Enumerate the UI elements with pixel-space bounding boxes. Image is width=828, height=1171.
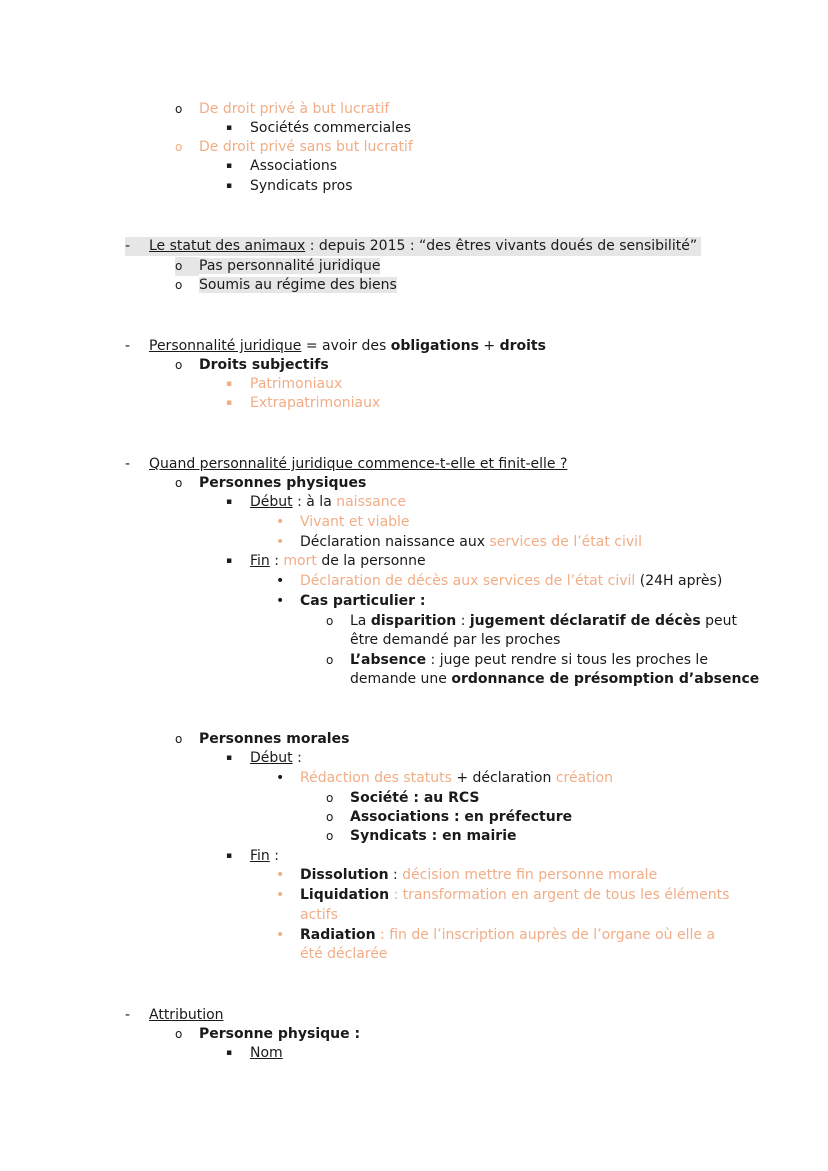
list-item: ▪ Début : à la naissance xyxy=(226,494,406,510)
list-item: o Personne physique : xyxy=(175,1026,361,1042)
list-item: • Liquidation : transformation en argent de tous les éléments xyxy=(276,887,730,903)
list-item: ▪ Patrimoniaux xyxy=(226,376,343,392)
section-heading: - Le statut des animaux : depuis 2015 : “des êtres vivants doués de sensibilité” xyxy=(125,237,701,256)
section-heading: - Attribution xyxy=(125,1007,224,1023)
list-item: o La disparition : jugement déclaratif de décès peut xyxy=(326,613,737,629)
list-item: • Cas particulier : xyxy=(276,593,426,609)
list-item: o Pas personnalité juridique xyxy=(175,258,381,274)
list-item: o Société : au RCS xyxy=(326,790,480,806)
list-item: • Rédaction des statuts + déclaration création xyxy=(276,770,613,786)
list-item: ▪ Extrapatrimoniaux xyxy=(226,395,381,411)
list-item-continuation: demande une ordonnance de présomption d’absence xyxy=(350,671,760,687)
list-item: • Radiation : fin de l’inscription auprès de l’organe où elle a xyxy=(276,927,716,943)
list-item: o De droit privé à but lucratif xyxy=(175,101,390,117)
list-item: • Dissolution : décision mettre fin personne morale xyxy=(276,867,658,883)
section-heading: - Personnalité juridique = avoir des obligations + droits xyxy=(125,338,546,354)
list-item: o Syndicats : en mairie xyxy=(326,828,517,844)
list-item: o Personnes morales xyxy=(175,731,350,747)
list-item-continuation: été déclarée xyxy=(300,946,388,962)
list-item: ▪ Associations xyxy=(226,158,338,174)
list-item: • Déclaration naissance aux services de l’état civil xyxy=(276,534,642,550)
list-item: ▪ Syndicats pros xyxy=(226,178,353,194)
list-item-continuation: actifs xyxy=(300,907,338,923)
list-item: ▪ Nom xyxy=(226,1045,283,1061)
list-item: o Soumis au régime des biens xyxy=(175,277,397,293)
list-item: o Associations : en préfecture xyxy=(326,809,573,825)
list-item: o De droit privé sans but lucratif xyxy=(175,139,413,155)
list-item-continuation: être demandé par les proches xyxy=(350,632,561,648)
list-item: ▪ Début : xyxy=(226,750,302,766)
list-item: ▪ Sociétés commerciales xyxy=(226,120,412,136)
list-item: ▪ Fin : xyxy=(226,848,279,864)
list-item: • Déclaration de décès aux services de l’état civil (24H après) xyxy=(276,573,723,589)
list-item: o Personnes physiques xyxy=(175,475,367,491)
list-item: • Vivant et viable xyxy=(276,514,410,530)
list-item: o Droits subjectifs xyxy=(175,357,329,373)
list-item: ▪ Fin : mort de la personne xyxy=(226,553,426,569)
list-item: o L’absence : juge peut rendre si tous les proches le xyxy=(326,652,708,668)
section-heading: - Quand personnalité juridique commence-t-elle et finit-elle ? xyxy=(125,456,568,472)
